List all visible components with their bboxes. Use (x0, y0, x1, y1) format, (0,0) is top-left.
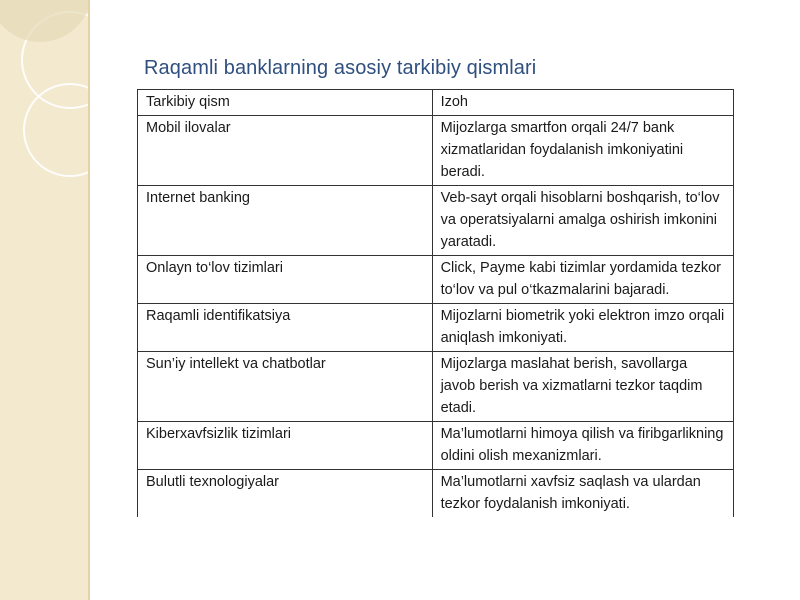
slide-title: Raqamli banklarning asosiy tarkibiy qismlari (144, 57, 537, 79)
header-description: Izoh (432, 90, 733, 116)
description-cell: Veb-sayt orqali hisoblarni boshqarish, to‘lov va operatsiyalarni amalga oshirish imkonini yaratadi. (432, 186, 733, 256)
component-cell: Mobil ilovalar (138, 116, 433, 186)
component-cell: Kiberxavfsizlik tizimlari (138, 422, 433, 470)
table-header-row (138, 90, 734, 116)
component-cell: Raqamli identifikatsiya (138, 304, 433, 352)
table-row (138, 422, 734, 470)
component-cell: Onlayn to‘lov tizimlari (138, 256, 433, 304)
description-cell: Click, Payme kabi tizimlar yordamida tezkor to‘lov va pul o‘tkazmalarini bajaradi. (432, 256, 733, 304)
table-row (138, 304, 734, 352)
header-component: Tarkibiy qism (138, 90, 433, 116)
table-row (138, 116, 734, 186)
component-cell: Internet banking (138, 186, 433, 256)
table-row (138, 352, 734, 422)
component-cell: Sun’iy intellekt va chatbotlar (138, 352, 433, 422)
description-cell: Mijozlarni biometrik yoki elektron imzo orqali aniqlash imkoniyati. (432, 304, 733, 352)
description-cell: Mijozlarga smartfon orqali 24/7 bank xizmatlaridan foydalanish imkoniyatini beradi. (432, 116, 733, 186)
component-cell: Bulutli texnologiyalar (138, 470, 433, 518)
description-cell: Mijozlarga maslahat berish, savollarga javob berish va xizmatlarni tezkor taqdim etadi. (432, 352, 733, 422)
table-row (138, 470, 734, 518)
table-row (138, 256, 734, 304)
description-cell: Ma’lumotlarni xavfsiz saqlash va ulardan tezkor foydalanish imkoniyati. (432, 470, 733, 518)
components-table (137, 89, 734, 517)
description-cell: Ma’lumotlarni himoya qilish va firibgarlikning oldini olish mexanizmlari. (432, 422, 733, 470)
decorative-side-band (0, 0, 90, 600)
decorative-circles-graphic (0, 0, 88, 600)
table-row (138, 186, 734, 256)
